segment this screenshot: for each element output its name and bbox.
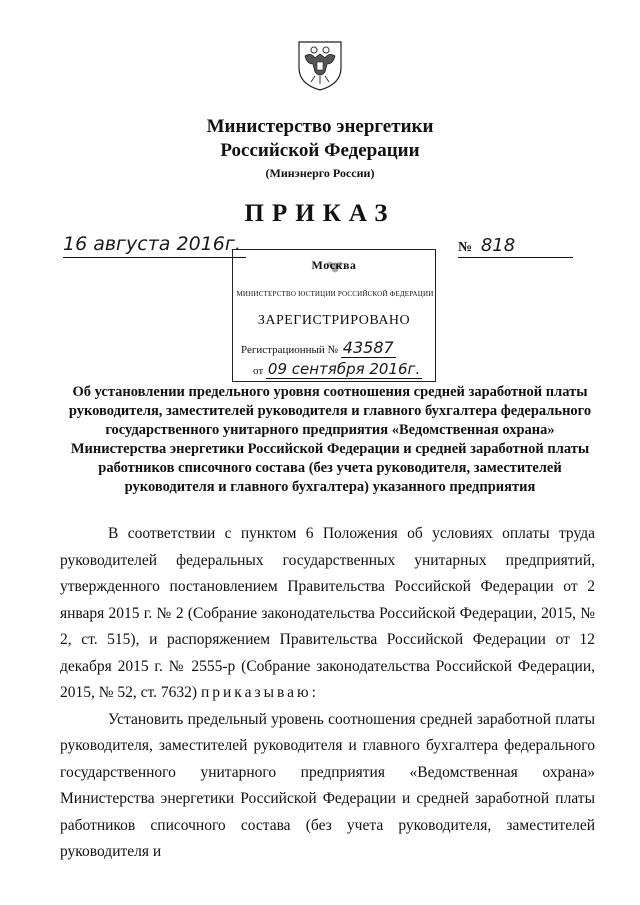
document-type-heading: ПРИКАЗ <box>244 200 396 227</box>
body-paragraph-1-text: В соответствии с пунктом 6 Положения об условиях оплаты труда руководителей федеральных государственных унитарных предприятий, утвержденного постановлением Правительства Российской Федерации от 2 января 2015 г. № 2 (Собрание законодательства Российской Федерации, 2015, № 2, ст. 515), и распоряжением Правительства Российской Федерации от 12 декабря 2015 г. № 2555-р (Собрание законодательства Российской Федерации, 2015, № 52, ст. 7632) <box>60 525 595 701</box>
stamp-city: Москва <box>311 258 357 272</box>
order-number-label: № <box>458 240 473 255</box>
body-paragraph-1 <box>60 521 595 707</box>
order-number-field <box>458 235 573 258</box>
stamp-registration-label: Регистрационный № <box>241 344 339 356</box>
registration-stamp <box>232 249 436 382</box>
stamp-ministry: МИНИСТЕРСТВО ЮСТИЦИИ РОССИЙСКОЙ ФЕДЕРАЦИИ <box>236 290 434 298</box>
stamp-registration-row <box>241 338 396 357</box>
coat-of-arms-emblem-icon <box>293 38 347 92</box>
ministry-short-name: (Минэнерго России) <box>265 166 375 180</box>
stamp-registration-number: 43587 <box>342 338 394 357</box>
order-number: 818 <box>480 235 516 256</box>
order-date: 16 августа 2016г. <box>63 233 246 258</box>
stamp-date-row <box>253 360 422 378</box>
order-directive: приказываю: <box>200 684 319 701</box>
ministry-name-line2: Российской Федерации <box>220 140 420 161</box>
ministry-name-line1: Министерство энергетики <box>206 116 434 137</box>
body-paragraph-2: Установить предельный уровень соотношения средней заработной платы руководителя, заместителей руководителя и главного бухгалтера федерального государственного унитарного предприятия «Ведомственная охрана» Министерства энергетики Российской Федерации и средней заработной платы работников списочного состава (без учета руководителя, заместителей руководителя и <box>60 710 595 860</box>
document-body <box>60 521 595 866</box>
stamp-date-label: от <box>253 365 264 377</box>
stamp-status: ЗАРЕГИСТРИРОВАНО <box>257 313 411 328</box>
stamp-date-value: 09 сентября 2016г. <box>267 360 421 378</box>
document-title: Об установлении предельного уровня соотношения средней заработной платы руководителя, заместителей руководителя и главного бухгалтера федерального государственного унитарного предприятия «Ведомственная охрана» Министерства энергетики Российской Федерации и средней заработной платы работников списочного состава (без учета руководителя, заместителей руководителя и главного бухгалтера) указанного предприятия <box>68 384 592 495</box>
